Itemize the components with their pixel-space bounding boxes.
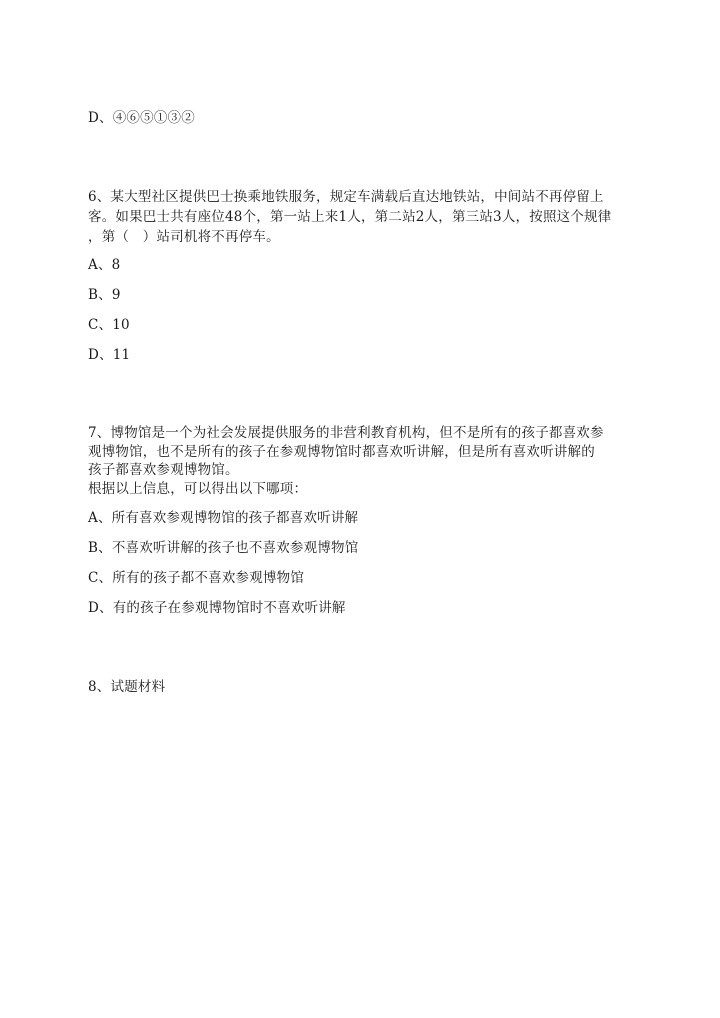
q6-stem-line: 6、某大型社区提供巴士换乘地铁服务，规定车满载后直达地铁站，中间站不再停留上	[88, 189, 604, 205]
q7-stem-line: 7、博物馆是一个为社会发展提供服务的非营利教育机构，但不是所有的孩子都喜欢参	[88, 425, 604, 441]
q7-stem-line: 孩子都喜欢参观博物馆。	[88, 462, 239, 478]
q6-option-b: B、9	[88, 287, 121, 303]
q6-option-d: D、11	[88, 347, 131, 363]
q6-stem-line: 客。如果巴士共有座位48个，第一站上来1人，第二站2人，第三站3人，按照这个规律	[88, 209, 612, 225]
q6-option-a: A、8	[88, 257, 121, 273]
q7-option-a: A、所有喜欢参观博物馆的孩子都喜欢听讲解	[88, 510, 359, 526]
q6-stem-line: ，第（ ）站司机将不再停车。	[88, 229, 280, 245]
q7-stem-line: 观博物馆，也不是所有的孩子在参观博物馆时都喜欢听讲解，但是所有喜欢听讲解的	[88, 444, 595, 460]
q7-stem-line: 根据以上信息，可以得出以下哪项：	[88, 481, 308, 497]
q5-option-d: D、④⑥⑤①③②	[88, 110, 195, 126]
q6-option-c: C、10	[88, 317, 130, 333]
q7-option-c: C、所有的孩子都不喜欢参观博物馆	[88, 570, 305, 586]
q7-option-b: B、不喜欢听讲解的孩子也不喜欢参观博物馆	[88, 540, 359, 556]
q8-title: 8、试题材料	[88, 679, 166, 695]
q7-option-d: D、有的孩子在参观博物馆时不喜欢听讲解	[88, 600, 346, 616]
